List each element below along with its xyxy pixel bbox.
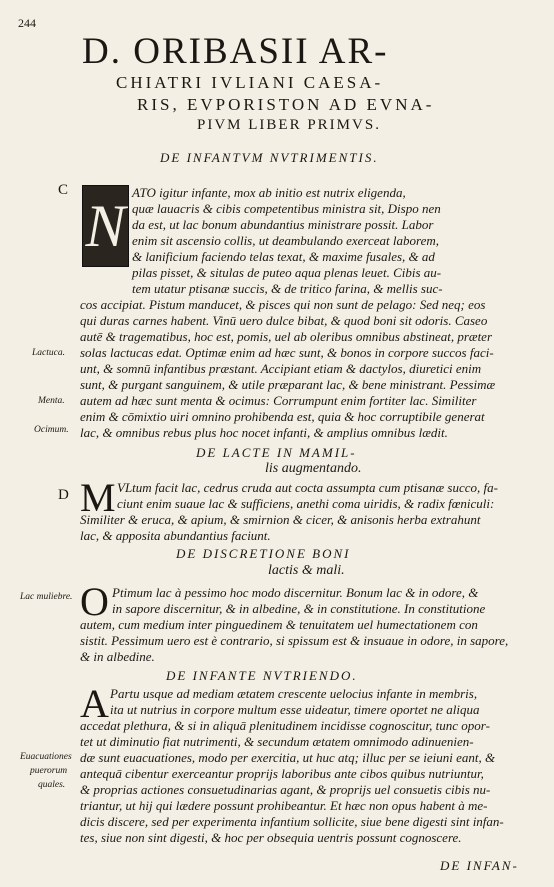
title-line-3: RIS, EVPORISTON AD EVNA- bbox=[137, 95, 435, 114]
text-line: tet ut diminutio fiat nutrimenti, & secundum ætatem omnimodo adinuenien- bbox=[80, 734, 474, 749]
marginal-note: Lactuca. bbox=[32, 348, 65, 358]
text-line: triantur, ut hij qui lædere possunt prohibeantur. Et hæc non opus habent à me- bbox=[80, 798, 488, 813]
section-heading: DE DISCRETIONE BONI bbox=[176, 546, 351, 561]
marginal-note: puerorum bbox=[30, 766, 68, 776]
marginal-note: Lac muliebre. bbox=[20, 592, 73, 602]
text-line: solas lactucas edat. Optimæ enim ad hæc sunt, & bonos in corpore succos faci- bbox=[80, 345, 494, 360]
initial-letter: O bbox=[80, 579, 109, 624]
title-line-4: PIVM LIBER PRIMVS. bbox=[197, 117, 381, 133]
text-line: qui duras carnes habent. Vinū uero dulce bibat, & quod boni sit odoris. Caseo bbox=[80, 313, 488, 328]
marginal-note: Euacuationes bbox=[20, 752, 72, 762]
text-line: sistit. Pessimum uero est è contrario, si spissum est & insuaue in odore, in sapore, bbox=[80, 633, 509, 648]
text-line: Partu usque ad mediam ætatem crescente uelocius infante in membris, bbox=[110, 686, 478, 701]
title-line-2: CHIATRI IVLIANI CAESA- bbox=[116, 73, 384, 92]
text-line: & in albedine. bbox=[80, 649, 155, 664]
marginal-note: quales. bbox=[38, 780, 66, 790]
text-line: enim & cōmixtio uiri omnino prohibenda est, quia & hoc corruptibile generat bbox=[80, 409, 485, 424]
text-line: autē & tragematibus, hoc est, pomis, uel ab oleribus omnibus abstineat, præter bbox=[80, 329, 493, 344]
text-line: pilas pisset, & situlas de puteo aqua plenas leuet. Cibis au- bbox=[132, 265, 442, 280]
page-number: 244 bbox=[18, 16, 36, 30]
section-subheading: lactis & mali. bbox=[268, 563, 345, 578]
text-line: tes, siue non sint digesti, & hoc per obsequia uentris possunt cognoscere. bbox=[80, 830, 462, 845]
text-line: ita ut nutrius in corpore multum esse uideatur, timere oportet ne aliqua bbox=[110, 702, 480, 717]
text-line: enim sit ascensio collis, ut deambulando exerceat laborem, bbox=[132, 233, 440, 248]
text-line: tem utatur ptisanæ succis, & de tritico farina, & mellis suc- bbox=[132, 281, 443, 296]
initial-letter: A bbox=[80, 681, 109, 726]
text-line: ciunt enim suaue lac & sufficiens, anethi coma uiridis, & radix fœniculi: bbox=[117, 496, 495, 511]
text-line: & proprias actiones consuetudinarias agant, & proprijs uel consuetis cibis nu- bbox=[80, 782, 491, 797]
initial-letter: M bbox=[80, 475, 116, 520]
text-line: ATO igitur infante, mox ab initio est nutrix eligenda, bbox=[132, 185, 406, 200]
section-heading: DE INFANTE NVTRIENDO. bbox=[166, 668, 358, 683]
margin-letter: C bbox=[58, 182, 69, 198]
text-line: autem, cum medium inter pinguedinem & tenuitatem uel humectationem con bbox=[80, 617, 478, 632]
text-line: antequā cibentur exerceantur proprijs laboribus ante cibos quibus nutriuntur, bbox=[80, 766, 484, 781]
catchword: DE INFAN- bbox=[440, 858, 519, 873]
section-heading: DE INFANTVM NVTRIMENTIS. bbox=[160, 150, 379, 165]
marginal-note: Menta. bbox=[38, 396, 65, 406]
margin-letter: D bbox=[58, 487, 69, 503]
text-line: lac, & omnibus rebus plus hoc nocet infanti, & amplius omnibus lædit. bbox=[80, 425, 448, 440]
text-line: dicis discere, sed per experimenta infantium sollicite, siue bene digesti sint infan- bbox=[80, 814, 504, 829]
text-line: autem ad hæc sunt menta & ocimus: Corrumpunt enim fortiter lac. Similiter bbox=[80, 393, 477, 408]
text-line: lac, & apposita abundantius faciunt. bbox=[80, 528, 271, 543]
section-subheading: lis augmentando. bbox=[265, 461, 362, 476]
text-line: dæ sunt euacuationes, modo per exercitia, ut huc atq; illuc per se ieiuni eant, & bbox=[80, 750, 496, 765]
text-line: cos accipiat. Pistum manducet, & pisces qui non sunt de pelago: Sed neq; eos bbox=[80, 297, 486, 312]
title-line-1: D. ORIBASII AR- bbox=[82, 31, 389, 72]
text-line: sunt, & purgant sanguinem, & utile præparant lac, & bene ministrant. Pessimæ bbox=[80, 377, 496, 392]
decorated-initial: N bbox=[82, 185, 129, 267]
text-line: Ptimum lac à pessimo hoc modo discernitur. Bonum lac & in odore, & bbox=[112, 585, 479, 600]
section-heading: DE LACTE IN MAMIL- bbox=[196, 445, 357, 460]
text-line: VLtum facit lac, cedrus cruda aut cocta assumpta cum ptisanæ succo, fa- bbox=[117, 480, 498, 495]
text-line: unt, & somnū infantibus præstant. Accipiant etiam & dactylos, diuretici enim bbox=[80, 361, 482, 376]
text-line: & lanificium faciendo telas texat, & maxime fusales, & ad bbox=[132, 249, 435, 264]
marginal-note: Ocimum. bbox=[34, 425, 69, 435]
text-line: da est, ut lac bonum abundantius ministrare possit. Labor bbox=[132, 217, 434, 232]
text-line: accedat plethura, & si in aliquā plenitudinem incidisse cognoscitur, tunc opor- bbox=[80, 718, 490, 733]
text-line: in sapore discernitur, & in albedine, & in constitutione. In constitutione bbox=[112, 601, 486, 616]
text-line: quæ lauacris & cibis competentibus ministra sit, Dispo nen bbox=[132, 201, 441, 216]
text-line: Similiter & eruca, & apium, & smirnion & cicer, & anisonis herba extrahunt bbox=[80, 512, 481, 527]
